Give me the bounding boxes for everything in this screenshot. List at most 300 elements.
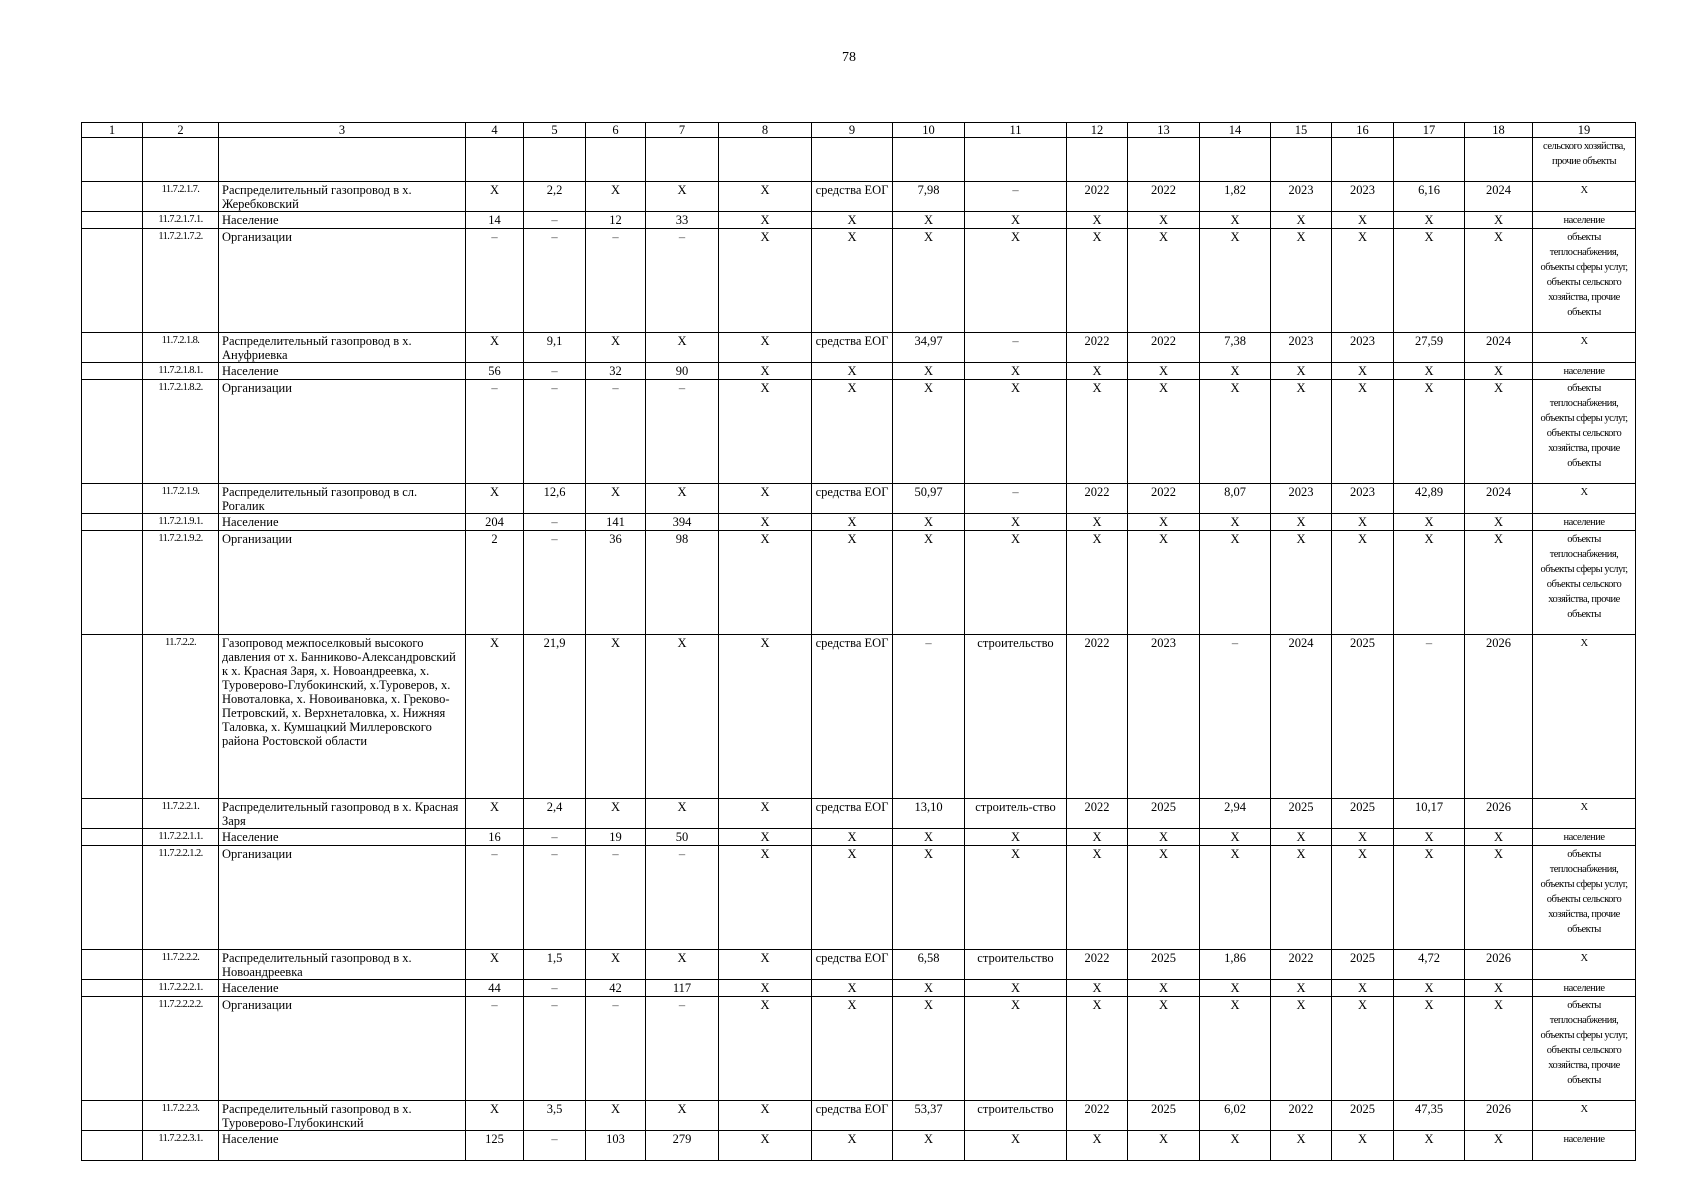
cell-col-9: средства ЕОГ [812, 1101, 893, 1131]
cell-col-4: – [466, 380, 524, 484]
cell-col-1 [82, 380, 143, 484]
cell-col-15: Х [1271, 363, 1332, 380]
cell-col-1 [82, 531, 143, 635]
table-row [82, 514, 1636, 531]
header-cell-7: 7 [646, 123, 719, 138]
cell-col-16: 2025 [1332, 1101, 1394, 1131]
cell-col-9: Х [812, 980, 893, 997]
cell-col-12: Х [1067, 212, 1128, 229]
cell-col-5: 9,1 [524, 333, 586, 363]
cell-col-17: 10,17 [1394, 799, 1465, 829]
cell-col-9: средства ЕОГ [812, 635, 893, 799]
cell-col-6: 141 [586, 514, 646, 531]
cell-col-9: Х [812, 1131, 893, 1161]
cell-col-16: Х [1332, 1131, 1394, 1161]
cell-col-4: 44 [466, 980, 524, 997]
cell-col-3: Распределительный газопровод в х. Жеребковский [219, 182, 466, 212]
header-cell-4: 4 [466, 123, 524, 138]
cell-col-6 [586, 138, 646, 182]
cell-col-17: Х [1394, 229, 1465, 333]
cell-col-13: Х [1128, 363, 1200, 380]
cell-col-17 [1394, 138, 1465, 182]
cell-col-15: 2025 [1271, 799, 1332, 829]
cell-col-9: средства ЕОГ [812, 484, 893, 514]
cell-col-15: 2024 [1271, 635, 1332, 799]
cell-col-3: Распределительный газопровод в х. Ануфриевка [219, 333, 466, 363]
cell-col-11: Х [965, 829, 1067, 846]
header-cell-14: 14 [1200, 123, 1271, 138]
cell-col-10: Х [893, 229, 965, 333]
cell-col-19: население [1533, 829, 1636, 846]
cell-col-11: Х [965, 997, 1067, 1101]
cell-col-17: 42,89 [1394, 484, 1465, 514]
cell-col-16: Х [1332, 212, 1394, 229]
cell-col-9: средства ЕОГ [812, 182, 893, 212]
table-body [82, 138, 1636, 1161]
cell-col-11: Х [965, 980, 1067, 997]
cell-col-17: Х [1394, 846, 1465, 950]
cell-col-14: 6,02 [1200, 1101, 1271, 1131]
cell-col-19: объекты теплоснабжения, объекты сферы услуг, объекты сельского хозяйства, прочие объекты [1533, 997, 1636, 1101]
cell-col-8: Х [719, 997, 812, 1101]
cell-col-1 [82, 1101, 143, 1131]
cell-col-11: Х [965, 380, 1067, 484]
cell-col-2 [143, 138, 219, 182]
table-row [82, 138, 1636, 182]
cell-col-14: 7,38 [1200, 333, 1271, 363]
cell-col-3: Организации [219, 997, 466, 1101]
cell-col-16: Х [1332, 229, 1394, 333]
cell-col-2: 11.7.2.1.9.1. [143, 514, 219, 531]
cell-col-14: Х [1200, 997, 1271, 1101]
table-row [82, 1101, 1636, 1131]
cell-col-12: Х [1067, 380, 1128, 484]
cell-col-12: Х [1067, 846, 1128, 950]
cell-col-9: Х [812, 531, 893, 635]
cell-col-17: Х [1394, 531, 1465, 635]
cell-col-15: Х [1271, 212, 1332, 229]
cell-col-12 [1067, 138, 1128, 182]
cell-col-7: 50 [646, 829, 719, 846]
cell-col-5: – [524, 531, 586, 635]
cell-col-17: Х [1394, 514, 1465, 531]
cell-col-12: Х [1067, 980, 1128, 997]
cell-col-6: 36 [586, 531, 646, 635]
cell-col-13: Х [1128, 212, 1200, 229]
table-row [82, 997, 1636, 1101]
cell-col-13: 2025 [1128, 950, 1200, 980]
cell-col-11: строительство [965, 1101, 1067, 1131]
cell-col-4: Х [466, 635, 524, 799]
table-row [82, 212, 1636, 229]
cell-col-16: Х [1332, 531, 1394, 635]
cell-col-11: Х [965, 212, 1067, 229]
cell-col-10: Х [893, 997, 965, 1101]
cell-col-19: Х [1533, 1101, 1636, 1131]
cell-col-4: Х [466, 333, 524, 363]
cell-col-18: Х [1465, 829, 1533, 846]
cell-col-10: Х [893, 380, 965, 484]
header-cell-18: 18 [1465, 123, 1533, 138]
cell-col-13: Х [1128, 1131, 1200, 1161]
cell-col-6: Х [586, 182, 646, 212]
cell-col-3: Население [219, 1131, 466, 1161]
cell-col-4: 204 [466, 514, 524, 531]
cell-col-8: Х [719, 1131, 812, 1161]
header-cell-3: 3 [219, 123, 466, 138]
table-row [82, 531, 1636, 635]
cell-col-2: 11.7.2.2. [143, 635, 219, 799]
cell-col-6: 12 [586, 212, 646, 229]
cell-col-5: – [524, 380, 586, 484]
table-row [82, 846, 1636, 950]
cell-col-6: – [586, 380, 646, 484]
cell-col-19: Х [1533, 333, 1636, 363]
cell-col-1 [82, 799, 143, 829]
table-row [82, 380, 1636, 484]
cell-col-7: – [646, 380, 719, 484]
cell-col-2: 11.7.2.1.9.2. [143, 531, 219, 635]
cell-col-15: 2023 [1271, 484, 1332, 514]
cell-col-11: Х [965, 363, 1067, 380]
cell-col-17: Х [1394, 1131, 1465, 1161]
cell-col-4 [466, 138, 524, 182]
cell-col-15: Х [1271, 1131, 1332, 1161]
cell-col-6: Х [586, 484, 646, 514]
cell-col-8: Х [719, 333, 812, 363]
cell-col-15: Х [1271, 380, 1332, 484]
cell-col-11: строительство [965, 950, 1067, 980]
cell-col-11: Х [965, 531, 1067, 635]
cell-col-17: 27,59 [1394, 333, 1465, 363]
cell-col-4: 56 [466, 363, 524, 380]
cell-col-14: Х [1200, 1131, 1271, 1161]
cell-col-6: – [586, 997, 646, 1101]
cell-col-15: Х [1271, 514, 1332, 531]
cell-col-5: – [524, 997, 586, 1101]
cell-col-8: Х [719, 846, 812, 950]
cell-col-7: Х [646, 799, 719, 829]
cell-col-1 [82, 950, 143, 980]
cell-col-15: Х [1271, 980, 1332, 997]
cell-col-4: Х [466, 1101, 524, 1131]
cell-col-18: Х [1465, 980, 1533, 997]
cell-col-18: 2026 [1465, 635, 1533, 799]
cell-col-8: Х [719, 514, 812, 531]
cell-col-14: 1,86 [1200, 950, 1271, 980]
cell-col-14: 8,07 [1200, 484, 1271, 514]
cell-col-12: 2022 [1067, 182, 1128, 212]
cell-col-5: – [524, 363, 586, 380]
cell-col-12: 2022 [1067, 950, 1128, 980]
cell-col-6: – [586, 846, 646, 950]
cell-col-5: – [524, 980, 586, 997]
cell-col-11: Х [965, 514, 1067, 531]
cell-col-4: Х [466, 950, 524, 980]
cell-col-19: население [1533, 1131, 1636, 1161]
cell-col-15: Х [1271, 531, 1332, 635]
cell-col-16: Х [1332, 997, 1394, 1101]
cell-col-10 [893, 138, 965, 182]
cell-col-4: Х [466, 182, 524, 212]
cell-col-9: Х [812, 997, 893, 1101]
cell-col-3: Население [219, 829, 466, 846]
cell-col-5: 21,9 [524, 635, 586, 799]
header-cell-1: 1 [82, 123, 143, 138]
cell-col-7: Х [646, 182, 719, 212]
cell-col-10: 7,98 [893, 182, 965, 212]
header-cell-8: 8 [719, 123, 812, 138]
table-row [82, 799, 1636, 829]
cell-col-19: Х [1533, 799, 1636, 829]
cell-col-9 [812, 138, 893, 182]
cell-col-10: Х [893, 980, 965, 997]
cell-col-4: – [466, 846, 524, 950]
cell-col-17: – [1394, 635, 1465, 799]
cell-col-10: 13,10 [893, 799, 965, 829]
cell-col-4: – [466, 229, 524, 333]
cell-col-12: Х [1067, 997, 1128, 1101]
cell-col-17: Х [1394, 980, 1465, 997]
cell-col-11: Х [965, 229, 1067, 333]
header-cell-15: 15 [1271, 123, 1332, 138]
cell-col-19: сельского хозяйства, прочие объекты [1533, 138, 1636, 182]
cell-col-10: Х [893, 531, 965, 635]
cell-col-19: население [1533, 514, 1636, 531]
cell-col-8 [719, 138, 812, 182]
cell-col-4: 14 [466, 212, 524, 229]
cell-col-4: 2 [466, 531, 524, 635]
cell-col-12: 2022 [1067, 799, 1128, 829]
cell-col-18: 2026 [1465, 950, 1533, 980]
cell-col-7 [646, 138, 719, 182]
cell-col-16: Х [1332, 363, 1394, 380]
data-table [81, 122, 1636, 1161]
cell-col-18: Х [1465, 380, 1533, 484]
cell-col-5: 1,5 [524, 950, 586, 980]
cell-col-14: 1,82 [1200, 182, 1271, 212]
cell-col-18: 2024 [1465, 333, 1533, 363]
cell-col-19: объекты теплоснабжения, объекты сферы услуг, объекты сельского хозяйства, прочие объекты [1533, 380, 1636, 484]
cell-col-14: Х [1200, 829, 1271, 846]
cell-col-18: 2024 [1465, 182, 1533, 212]
cell-col-4: 125 [466, 1131, 524, 1161]
cell-col-5 [524, 138, 586, 182]
cell-col-10: 53,37 [893, 1101, 965, 1131]
cell-col-2: 11.7.2.2.1. [143, 799, 219, 829]
cell-col-5: – [524, 212, 586, 229]
table-row [82, 363, 1636, 380]
cell-col-12: 2022 [1067, 484, 1128, 514]
cell-col-9: средства ЕОГ [812, 333, 893, 363]
cell-col-17: Х [1394, 212, 1465, 229]
cell-col-2: 11.7.2.2.3.1. [143, 1131, 219, 1161]
cell-col-1 [82, 229, 143, 333]
cell-col-3 [219, 138, 466, 182]
cell-col-15: Х [1271, 829, 1332, 846]
cell-col-2: 11.7.2.2.2.1. [143, 980, 219, 997]
cell-col-7: Х [646, 950, 719, 980]
cell-col-9: Х [812, 229, 893, 333]
cell-col-9: Х [812, 514, 893, 531]
cell-col-1 [82, 484, 143, 514]
cell-col-11: – [965, 182, 1067, 212]
cell-col-19: население [1533, 212, 1636, 229]
cell-col-4: – [466, 997, 524, 1101]
cell-col-14: Х [1200, 212, 1271, 229]
cell-col-7: Х [646, 484, 719, 514]
table-row [82, 950, 1636, 980]
cell-col-11: Х [965, 846, 1067, 950]
cell-col-16: Х [1332, 829, 1394, 846]
cell-col-5: 2,4 [524, 799, 586, 829]
cell-col-14: Х [1200, 846, 1271, 950]
cell-col-17: 6,16 [1394, 182, 1465, 212]
cell-col-13: 2025 [1128, 1101, 1200, 1131]
cell-col-7: Х [646, 333, 719, 363]
cell-col-12: 2022 [1067, 333, 1128, 363]
cell-col-3: Население [219, 363, 466, 380]
cell-col-10: 6,58 [893, 950, 965, 980]
cell-col-8: Х [719, 1101, 812, 1131]
cell-col-12: Х [1067, 229, 1128, 333]
cell-col-17: Х [1394, 997, 1465, 1101]
cell-col-5: – [524, 229, 586, 333]
cell-col-18: Х [1465, 229, 1533, 333]
cell-col-16: Х [1332, 980, 1394, 997]
cell-col-10: Х [893, 1131, 965, 1161]
cell-col-4: Х [466, 484, 524, 514]
cell-col-15: 2023 [1271, 182, 1332, 212]
cell-col-7: 98 [646, 531, 719, 635]
cell-col-16: 2023 [1332, 484, 1394, 514]
page-number: 78 [842, 50, 856, 65]
cell-col-10: 34,97 [893, 333, 965, 363]
cell-col-2: 11.7.2.2.3. [143, 1101, 219, 1131]
cell-col-16: 2025 [1332, 950, 1394, 980]
cell-col-15 [1271, 138, 1332, 182]
cell-col-3: Распределительный газопровод в сл. Рогалик [219, 484, 466, 514]
cell-col-6: Х [586, 333, 646, 363]
cell-col-17: Х [1394, 363, 1465, 380]
cell-col-19: объекты теплоснабжения, объекты сферы услуг, объекты сельского хозяйства, прочие объекты [1533, 229, 1636, 333]
cell-col-3: Население [219, 980, 466, 997]
cell-col-8: Х [719, 229, 812, 333]
cell-col-17: 4,72 [1394, 950, 1465, 980]
header-cell-6: 6 [586, 123, 646, 138]
cell-col-5: 2,2 [524, 182, 586, 212]
cell-col-7: 279 [646, 1131, 719, 1161]
cell-col-12: Х [1067, 531, 1128, 635]
cell-col-14: Х [1200, 531, 1271, 635]
header-cell-11: 11 [965, 123, 1067, 138]
cell-col-3: Организации [219, 531, 466, 635]
cell-col-6: Х [586, 950, 646, 980]
cell-col-9: Х [812, 846, 893, 950]
cell-col-17: 47,35 [1394, 1101, 1465, 1131]
cell-col-10: Х [893, 846, 965, 950]
header-row [82, 123, 1636, 138]
cell-col-6: 103 [586, 1131, 646, 1161]
cell-col-12: Х [1067, 1131, 1128, 1161]
cell-col-16: 2023 [1332, 333, 1394, 363]
cell-col-11: – [965, 333, 1067, 363]
cell-col-19: Х [1533, 182, 1636, 212]
cell-col-5: – [524, 514, 586, 531]
cell-col-1 [82, 980, 143, 997]
cell-col-1 [82, 182, 143, 212]
cell-col-2: 11.7.2.1.7.2. [143, 229, 219, 333]
cell-col-6: Х [586, 635, 646, 799]
cell-col-3: Население [219, 514, 466, 531]
cell-col-19: объекты теплоснабжения, объекты сферы услуг, объекты сельского хозяйства, прочие объекты [1533, 846, 1636, 950]
cell-col-18: Х [1465, 212, 1533, 229]
cell-col-10: Х [893, 212, 965, 229]
cell-col-3: Распределительный газопровод в х. Красная Заря [219, 799, 466, 829]
header-cell-10: 10 [893, 123, 965, 138]
cell-col-13: 2022 [1128, 484, 1200, 514]
cell-col-1 [82, 212, 143, 229]
cell-col-16: 2025 [1332, 635, 1394, 799]
cell-col-1 [82, 514, 143, 531]
cell-col-9: Х [812, 829, 893, 846]
header-cell-17: 17 [1394, 123, 1465, 138]
cell-col-18: Х [1465, 846, 1533, 950]
table-row [82, 229, 1636, 333]
table-row [82, 635, 1636, 799]
cell-col-6: Х [586, 1101, 646, 1131]
cell-col-9: средства ЕОГ [812, 950, 893, 980]
cell-col-12: Х [1067, 514, 1128, 531]
cell-col-19: Х [1533, 950, 1636, 980]
cell-col-2: 11.7.2.2.2.2. [143, 997, 219, 1101]
cell-col-19: Х [1533, 635, 1636, 799]
cell-col-10: Х [893, 514, 965, 531]
cell-col-7: – [646, 997, 719, 1101]
cell-col-8: Х [719, 950, 812, 980]
cell-col-19: население [1533, 363, 1636, 380]
cell-col-3: Организации [219, 229, 466, 333]
cell-col-6: – [586, 229, 646, 333]
cell-col-16: Х [1332, 846, 1394, 950]
cell-col-2: 11.7.2.1.8. [143, 333, 219, 363]
table-header [82, 123, 1636, 138]
cell-col-11: – [965, 484, 1067, 514]
cell-col-15: Х [1271, 846, 1332, 950]
cell-col-15: 2022 [1271, 1101, 1332, 1131]
cell-col-11: строительство [965, 635, 1067, 799]
cell-col-8: Х [719, 531, 812, 635]
header-cell-12: 12 [1067, 123, 1128, 138]
cell-col-11 [965, 138, 1067, 182]
cell-col-8: Х [719, 980, 812, 997]
cell-col-13: Х [1128, 229, 1200, 333]
cell-col-8: Х [719, 484, 812, 514]
header-cell-9: 9 [812, 123, 893, 138]
cell-col-2: 11.7.2.1.7. [143, 182, 219, 212]
cell-col-1 [82, 635, 143, 799]
cell-col-3: Организации [219, 846, 466, 950]
cell-col-1 [82, 1131, 143, 1161]
cell-col-12: 2022 [1067, 1101, 1128, 1131]
cell-col-15: 2023 [1271, 333, 1332, 363]
cell-col-7: 33 [646, 212, 719, 229]
table-row [82, 182, 1636, 212]
cell-col-12: 2022 [1067, 635, 1128, 799]
cell-col-11: строитель-ство [965, 799, 1067, 829]
cell-col-9: Х [812, 212, 893, 229]
cell-col-3: Распределительный газопровод в х. Новоандреевка [219, 950, 466, 980]
